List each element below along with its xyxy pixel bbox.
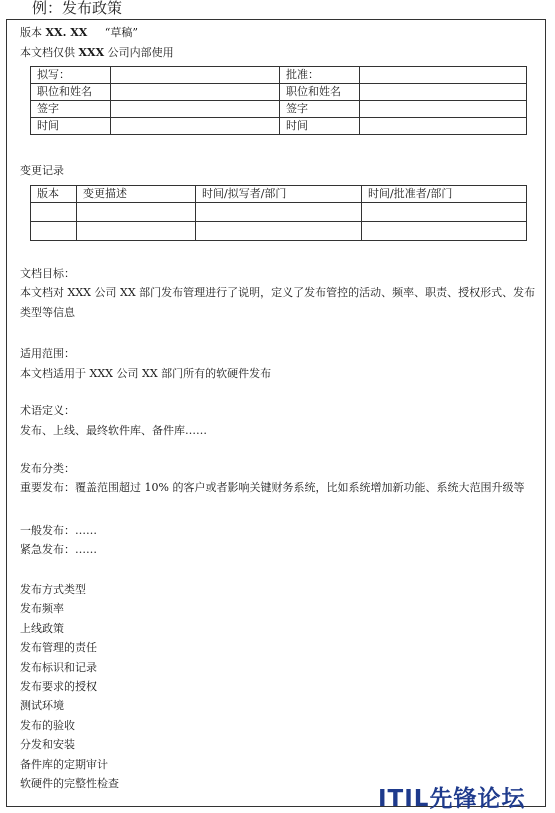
usage-company: XXX [78,46,105,59]
approval-cell [360,84,527,101]
change-record-cell [362,222,527,241]
approval-cell: 职位和姓名 [31,84,111,101]
itil-forum-logo: ITIL先锋论坛 [378,786,526,812]
terms-text: 发布、上线、最终软件库、备件库…… [20,424,207,437]
change-record-cell [362,203,527,222]
classification-title: 发布分类： [20,462,75,475]
topic-item: 测试环境 [20,699,64,713]
change-record-title: 变更记录 [20,164,64,177]
topic-item: 分发和安装 [20,738,75,752]
goal-title: 文档目标： [20,267,75,280]
change-record-row [31,203,527,222]
approval-cell: 时间 [31,118,111,135]
approval-row [31,118,527,135]
goal-text: 本文档对 XXX 公司 XX 部门发布管理进行了说明，定义了发布管控的活动、频率、职责、授权形式、发布类型等信息 [20,286,536,319]
change-record-cell [31,222,77,241]
draft-label: “草稿” [104,26,139,39]
change-record-header-cell: 变更描述 [77,186,196,203]
version-number: XX. XX [45,26,88,39]
approval-cell [111,67,280,84]
topic-item: 发布标识和记录 [20,660,97,674]
scope-text: 本文档适用于 XXX 公司 XX 部门所有的软硬件发布 [20,367,272,380]
change-record-cell [31,203,77,222]
classification-urgent: 紧急发布：…… [20,543,97,556]
version-prefix: 版本 [20,26,42,39]
change-record-header-row [31,186,527,203]
approval-cell [360,118,527,135]
classification-normal: 一般发布：…… [20,524,97,537]
approval-cell: 签字 [31,101,111,118]
change-record-cell [196,203,362,222]
approval-table-body [31,67,527,135]
topic-item: 发布方式类型 [20,583,86,596]
topic-item: 发布频率 [20,602,64,616]
approval-cell [111,101,280,118]
change-record-header-cell: 时间/批准者/部门 [362,186,527,203]
topic-item: 软硬件的完整性检查 [20,777,119,790]
change-record-row [31,222,527,241]
usage-suffix: 公司内部使用 [107,46,174,59]
change-record-body [31,203,527,241]
approval-table [30,66,527,135]
change-record-cell [196,222,362,241]
approval-cell [111,118,280,135]
approval-cell [111,84,280,101]
usage-note [20,45,174,61]
change-record-cell [77,203,196,222]
topic-item: 发布的验收 [20,718,75,732]
change-record-header-cell: 版本 [31,186,77,203]
approval-cell: 签字 [280,101,360,118]
version-line [20,25,138,41]
approval-row [31,84,527,101]
topic-item: 备件库的定期审计 [20,757,108,771]
approval-row [31,67,527,84]
scope-title: 适用范围： [20,347,75,360]
change-record-header-cell: 时间/拟写者/部门 [196,186,362,203]
approval-cell [360,67,527,84]
approval-cell: 拟写： [31,67,111,84]
classification-major: 重要发布：覆盖范围超过 10% 的客户或者影响关键财务系统，比如系统增加新功能、系统大范围升级等 [20,481,525,494]
terms-title: 术语定义： [20,404,75,417]
usage-prefix: 本文档仅供 [20,46,75,59]
approval-row [31,101,527,118]
change-record-cell [77,222,196,241]
page-heading: 例：发布政策 [32,0,123,17]
approval-cell: 职位和姓名 [280,84,360,101]
approval-cell: 时间 [280,118,360,135]
topic-item: 上线政策 [20,621,64,635]
approval-cell: 批准： [280,67,360,84]
topic-item: 发布管理的责任 [20,641,97,655]
topic-item: 发布要求的授权 [20,680,97,693]
approval-cell [360,101,527,118]
change-record-table [30,185,527,241]
